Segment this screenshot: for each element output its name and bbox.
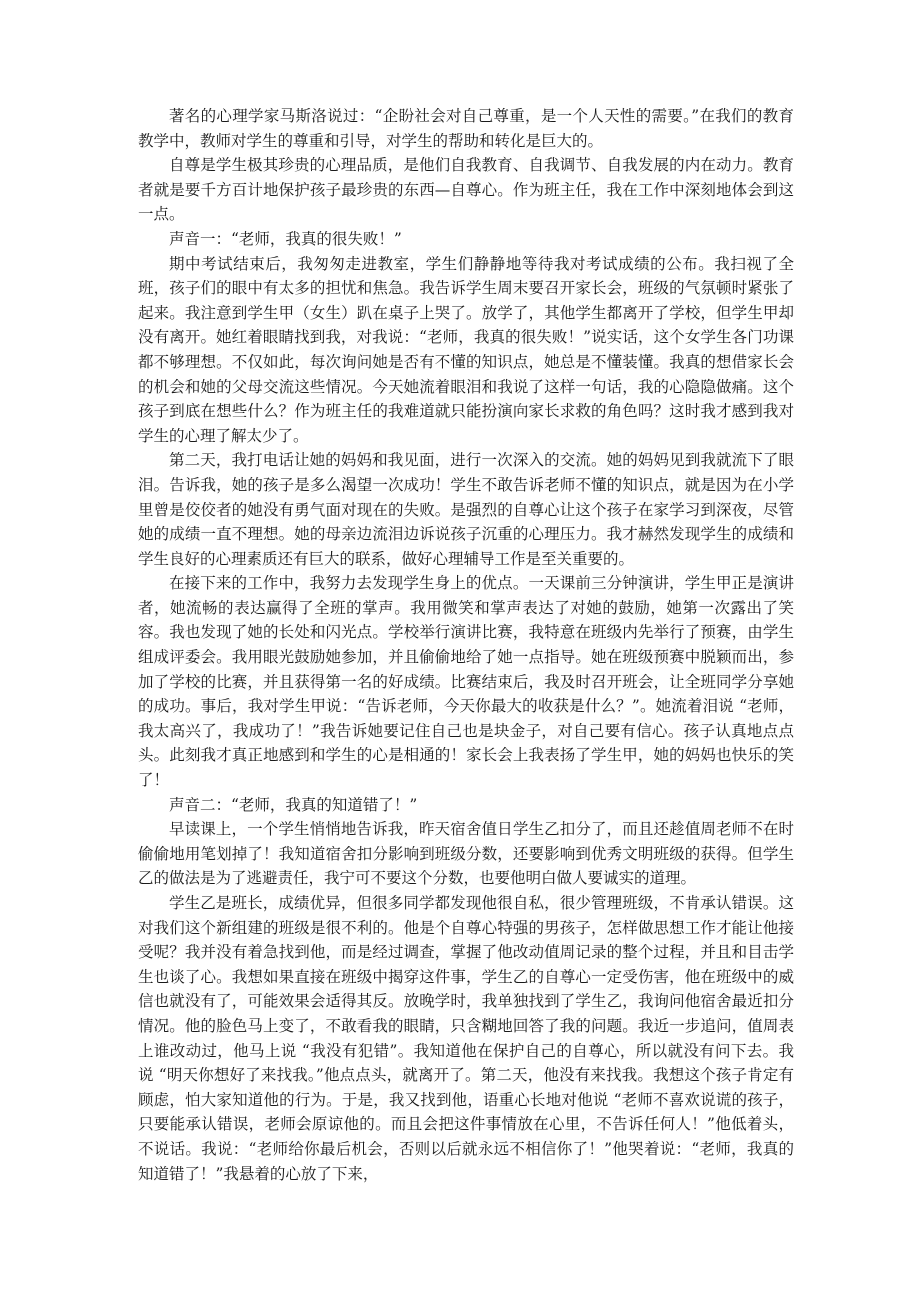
- section-heading-voice-one: 声音一：“老师，我真的很失败！”: [169, 229, 402, 248]
- paragraph-midterm: 期中考试结束后，我匆匆走进教室，学生们静静地等待我对考试成绩的公布。我扫视了全班，孩子们的眼中有太多的担忧和焦急。我告诉学生周末要召开家长会，班级的气氛顿时紧张了起来。我注意到学生甲（女生）趴在桌子上哭了。放学了，其他学生都离开了学校，但学生甲却没有离开。她红着眼睛找到我，对我说：“老师，我真的很失败！”说实话，这个女学生各门功课都不够理想。不仅如此，每次询问她是否有不懂的知识点，她总是不懂装懂。我真的想借家长会的机会和她的父母交流这些情况。今天她流着眼泪和我说了这样一句话，我的心隐隐做痛。这个孩子到底在想些什么？作为班主任的我难道就只能扮演向家长求救的角色吗？这时我才感到我对学生的心理了解太少了。: [138, 254, 794, 445]
- section-heading-voice-two: 声音二：“老师，我真的知道错了！”: [169, 795, 418, 814]
- paragraph-morning-reading: 早读课上，一个学生悄悄地告诉我，昨天宿舍值日学生乙扣分了，而且还趁值周老师不在时偷偷地用笔划掉了！我知道宿舍扣分影响到班级分数，还要影响到优秀文明班级的获得。但学生乙的做法是为了逃避责任，我宁可不要这个分数，也要他明白做人要诚实的道理。: [138, 820, 794, 888]
- paragraph-following-work: 在接下来的工作中，我努力去发现学生身上的优点。一天课前三分钟演讲，学生甲正是演讲者，她流畅的表达赢得了全班的掌声。我用微笑和掌声表达了对她的鼓励，她第一次露出了笑容。我也发现了她的长处和闪光点。学校举行演讲比赛，我特意在班级内先举行了预赛，由学生组成评委会。我用眼光鼓励她参加，并且偷偷地给了她一点指导。她在班级预赛中脱颖而出，参加了学校的比赛，并且获得第一名的好成绩。比赛结束后，我及时召开班会，让全班同学分享她的成功。事后，我对学生甲说：“告诉老师，今天你最大的收获是什么？”。她流着泪说 “老师，我太高兴了，我成功了！”我告诉她要记住自己也是块金子，对自己要有信心。孩子认真地点点头。此刻我才真正地感到和学生的心是相通的！家长会上我表扬了学生甲，她的妈妈也快乐的笑了！: [138, 574, 794, 790]
- paragraph-self-esteem: 自尊是学生极其珍贵的心理品质，是他们自我教育、自我调节、自我发展的内在动力。教育者就是要千方百计地保护孩子最珍贵的东西—自尊心。作为班主任，我在工作中深刻地体会到这一点。: [138, 156, 794, 224]
- document-body: [138, 104, 794, 1186]
- paragraph-second-day: 第二天，我打电话让她的妈妈和我见面，进行一次深入的交流。她的妈妈见到我就流下了眼泪。告诉我，她的孩子是多么渴望一次成功！学生不敢告诉老师不懂的知识点，就是因为在小学里曾是佼佼者的她没有勇气面对现在的失败。是强烈的自尊心让这个孩子在家学习到深夜，尽管她的成绩一直不理想。她的母亲边流泪边诉说孩子沉重的心理压力。我才赫然发现学生的成绩和学生良好的心理素质还有巨大的联系，做好心理辅导工作是至关重要的。: [138, 451, 794, 568]
- paragraph-intro: 著名的心理学家马斯洛说过：“企盼社会对自己尊重，是一个人天性的需要。”在我们的教育教学中，教师对学生的尊重和引导，对学生的帮助和转化是巨大的。: [138, 107, 794, 150]
- paragraph-monitor: 学生乙是班长，成绩优异，但很多同学都发现他很自私，很少管理班级，不肯承认错误。这对我们这个新组建的班级是很不利的。他是个自尊心特强的男孩子，怎样做思想工作才能让他接受呢？我并没有着急找到他，而是经过调查，掌握了他改动值周记录的整个过程，并且和目击学生也谈了心。我想如果直接在班级中揭穿这件事，学生乙的自尊心一定受伤害，他在班级中的威信也就没有了，可能效果会适得其反。放晚学时，我单独找到了学生乙，我询问他宿舍最近扣分情况。他的脸色马上变了，不敢看我的眼睛，只含糊地回答了我的问题。我近一步追问，值周表上谁改动过，他马上说 “我没有犯错”。我知道他在保护自己的自尊心，所以就没有问下去。我说 “明天你想好了来找我。”他点点头，就离开了。第二天，他没有来找我。我想这个孩子肯定有顾虑，怕大家知道他的行为。于是，我又找到他，语重心长地对他说 “老师不喜欢说谎的孩子，只要能承认错误，老师会原谅他的。而且会把这件事情放在心里，不告诉任何人！”他低着头，不说话。我说：“老师给你最后机会，否则以后就永远不相信你了！”他哭着说：“老师，我真的知道错了！”我悬着的心放了下来，: [138, 894, 794, 1183]
